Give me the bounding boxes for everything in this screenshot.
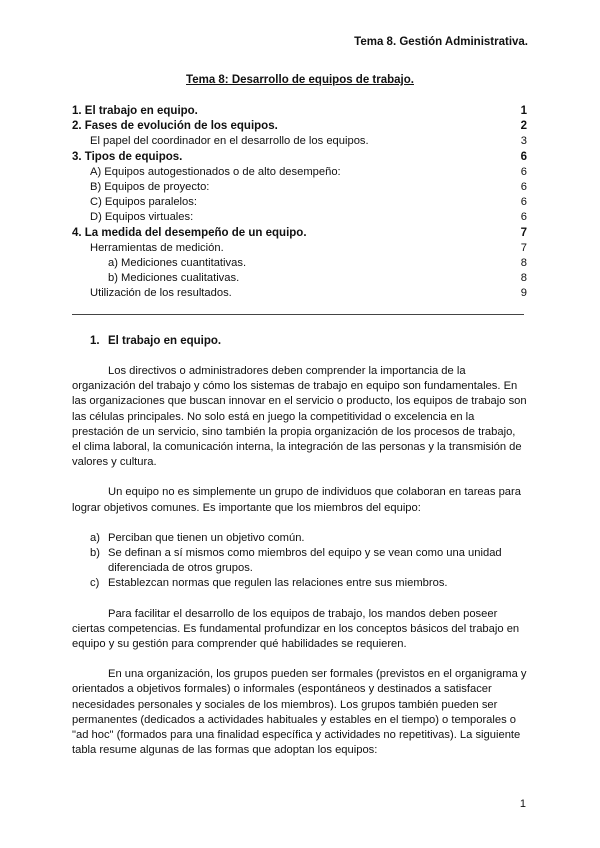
list-marker: c) (90, 577, 100, 590)
section-heading (90, 335, 221, 347)
section-number: 1. (90, 335, 100, 347)
list-item-text: Perciban que tienen un objetivo común. (108, 531, 305, 544)
toc-entry[interactable] (72, 271, 527, 286)
toc-entry-page: 6 (520, 165, 527, 178)
toc-entry[interactable] (72, 226, 527, 241)
toc-entry[interactable] (72, 104, 527, 119)
toc-entry[interactable] (72, 286, 527, 301)
list-item (72, 531, 527, 546)
toc-entry[interactable] (72, 241, 527, 256)
paragraph-group-types: En una organización, los grupos pueden ser formales (previstos en el organigrama y orientados a objetivos formales) o informales (espontáneos y destinados a satisfacer necesidades personales y sociales de los miembros). Los grupos también pueden ser permanentes (dedicados a actividades habituales y estables en el tiempo) o temporales o "ad hoc" (formados para una finalidad específica y actividades no repetitivas). La siguiente tabla resume algunas de las formas que adoptan los equipos: (72, 668, 527, 757)
toc-entry[interactable] (72, 165, 527, 180)
list-item (72, 546, 527, 576)
toc-entry-text: a) Mediciones cuantitativas. (108, 256, 247, 269)
paragraph-competencies: Para facilitar el desarrollo de los equipos de trabajo, los mandos deben poseer ciertas competencias. Es fundamental profundizar en los conceptos básicos del trabajo en equipo y su gestión para comprender qué habilidades se requieren. (72, 607, 520, 651)
toc-entry-text: Utilización de los resultados. (90, 287, 232, 300)
toc-entry-page: 8 (520, 272, 527, 285)
toc-entry-page: 6 (520, 211, 527, 224)
toc-entry-page: 6 (520, 150, 527, 163)
page-number: 1 (519, 798, 526, 810)
list-item (72, 576, 527, 591)
toc-entry-page: 7 (520, 226, 527, 239)
toc-entry[interactable] (72, 210, 527, 225)
toc-entry[interactable] (72, 119, 527, 134)
toc-divider (72, 314, 524, 315)
toc-entry-text: b) Mediciones cualitativas. (108, 272, 240, 285)
toc-entry[interactable] (72, 180, 527, 195)
toc-entry-text: B) Equipos de proyecto: (90, 180, 210, 193)
toc-entry-text: 3. Tipos de equipos. (72, 150, 183, 163)
document-title: Tema 8: Desarrollo de equipos de trabajo. (186, 74, 414, 86)
list-item-text: Se definan a sí mismos como miembros del equipo y se vean como una unidad diferenciada de otros grupos. (108, 547, 502, 575)
table-of-contents (72, 104, 527, 301)
toc-entry-text: El papel del coordinador en el desarrollo de los equipos. (90, 135, 369, 148)
toc-entry-page: 2 (520, 120, 527, 133)
section-title: El trabajo en equipo. (108, 335, 222, 347)
list-marker: b) (90, 547, 100, 560)
toc-entry-text: 4. La medida del desempeño de un equipo. (72, 226, 307, 239)
list-marker: a) (90, 531, 100, 544)
toc-entry-text: C) Equipos paralelos: (90, 196, 197, 209)
toc-entry[interactable] (72, 134, 527, 149)
toc-entry-text: 2. Fases de evolución de los equipos. (72, 120, 278, 133)
paragraph-intro: Los directivos o administradores deben comprender la importancia de la organización del trabajo y cómo los sistemas de trabajo en equipo son fundamentales. En las organizaciones que buscan innovar en el servicio o producto, los equipos de trabajo son las células principales. No solo está en juego la competitividad o excelencia en la prestación de un servicio, sino también la propia organización de los procesos de trabajo, el clima laboral, la comunicación interna, la integración de las personas y la transmisión de valores y cultura. (72, 365, 527, 469)
toc-entry-text: A) Equipos autogestionados o de alto desempeño: (90, 165, 341, 178)
toc-entry-text: D) Equipos virtuales: (90, 211, 194, 224)
toc-entry-page: 9 (520, 287, 527, 300)
toc-entry-page: 3 (520, 135, 527, 148)
toc-entry[interactable] (72, 195, 527, 210)
requirements-list (72, 531, 527, 592)
list-item-text: Establezcan normas que regulen las relaciones entre sus miembros. (108, 577, 448, 590)
toc-entry-page: 1 (520, 105, 527, 117)
paragraph-definition: Un equipo no es simplemente un grupo de individuos que colaboran en tareas para lograr objetivos comunes. Es importante que los miembros del equipo: (72, 486, 521, 514)
toc-entry-text: 1. El trabajo en equipo. (72, 105, 198, 117)
toc-entry-page: 6 (520, 180, 527, 193)
toc-entry-page: 8 (520, 256, 527, 269)
toc-entry[interactable] (72, 256, 527, 271)
toc-entry-page: 7 (520, 241, 527, 254)
section-body (72, 364, 527, 773)
header-title: Tema 8. Gestión Administrativa. (354, 36, 528, 48)
toc-entry-text: Herramientas de medición. (90, 241, 224, 254)
toc-entry-page: 6 (520, 196, 527, 209)
toc-entry[interactable] (72, 150, 527, 165)
